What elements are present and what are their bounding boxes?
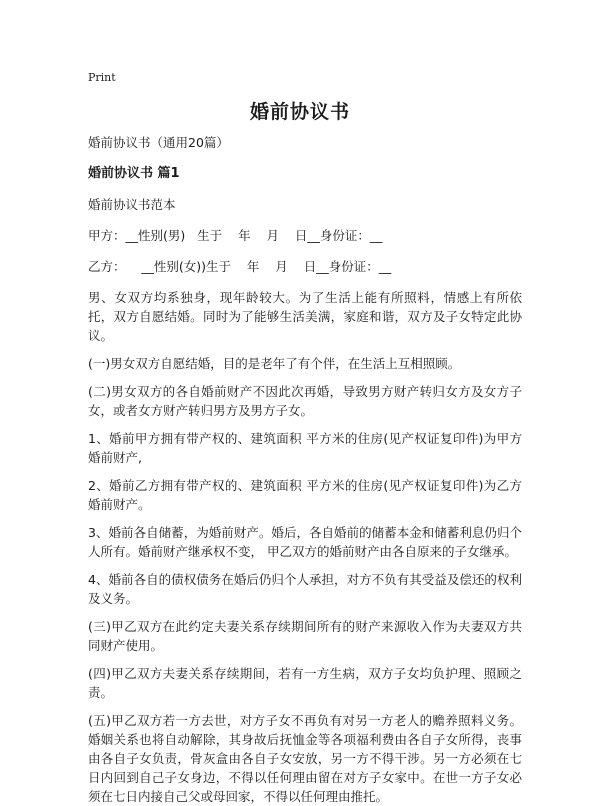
party-b-line: 乙方： __性别(女))生于 年 月 日__身份证：__ bbox=[88, 259, 392, 274]
paragraph: 4、婚前各自的债权债务在婚后仍归个人承担，对方不负有其受益及偿还的权利及义务。 bbox=[88, 572, 522, 606]
paragraph: 1、婚前甲方拥有带产权的、建筑面积 平方米的住房(见产权证复印件)为甲方婚前财产, bbox=[88, 431, 522, 465]
document-body bbox=[88, 133, 522, 806]
paragraph: (一)男女双方自愿结婚，目的是老年了有个伴，在生活上互相照顾。 bbox=[88, 356, 461, 371]
paragraph: (五)甲乙双方若一方去世，对方子女不再负有对另一方老人的赡养照料义务。婚姻关系也将自动解除，其身故后抚恤金等各项福利费由各自子女所得，丧事由各自子女负责，骨灰盒由各自子女安放，另一方不得干涉。另一方必须在七日内回到自己子女身边，不得以任何理由留在对方子女家中。在世一方子女必须在七日内接自己父或母回家，不得以任何理由推托。 bbox=[88, 713, 522, 804]
paragraph: (三)甲乙双方在此约定夫妻关系存续期间所有的财产来源收入作为夫妻双方共同财产使用。 bbox=[88, 619, 522, 653]
paragraph: 2、婚前乙方拥有带产权的、建筑面积 平方米的住房(见产权证复印件)为乙方婚前财产。 bbox=[88, 478, 522, 512]
paragraph: 男、女双方均系独身，现年龄较大。为了生活上能有所照料，情感上有所依托，双方自愿结婚。同时为了能够生活美满，家庭和谐，双方及子女特定此协议。 bbox=[88, 290, 522, 343]
print-label: Print bbox=[88, 71, 116, 84]
section-heading: 婚前协议书 篇1 bbox=[88, 166, 180, 181]
template-label: 婚前协议书范本 bbox=[88, 197, 176, 212]
paragraph: (四)甲乙双方夫妻关系存续期间，若有一方生病，双方子女均负护理、照顾之责。 bbox=[88, 666, 522, 700]
document-subtitle: 婚前协议书（通用20篇） bbox=[88, 135, 229, 150]
document-title: 婚前协议书 bbox=[249, 101, 350, 123]
party-a-line: 甲方：__性别(男) 生于 年 月 日__身份证：__ bbox=[88, 228, 383, 243]
paragraph: 3、婚前各自储蓄，为婚前财产。婚后，各自婚前的储蓄本金和储蓄利息仍归个人所有。婚前财产继承权不变， 甲乙双方的婚前财产由各自原来的子女继承。 bbox=[88, 525, 522, 559]
paragraph: (二)男女双方的各自婚前财产不因此次再婚，导致男方财产转归女方及女方子女，或者女方财产转归男方及男方子女。 bbox=[88, 384, 522, 418]
